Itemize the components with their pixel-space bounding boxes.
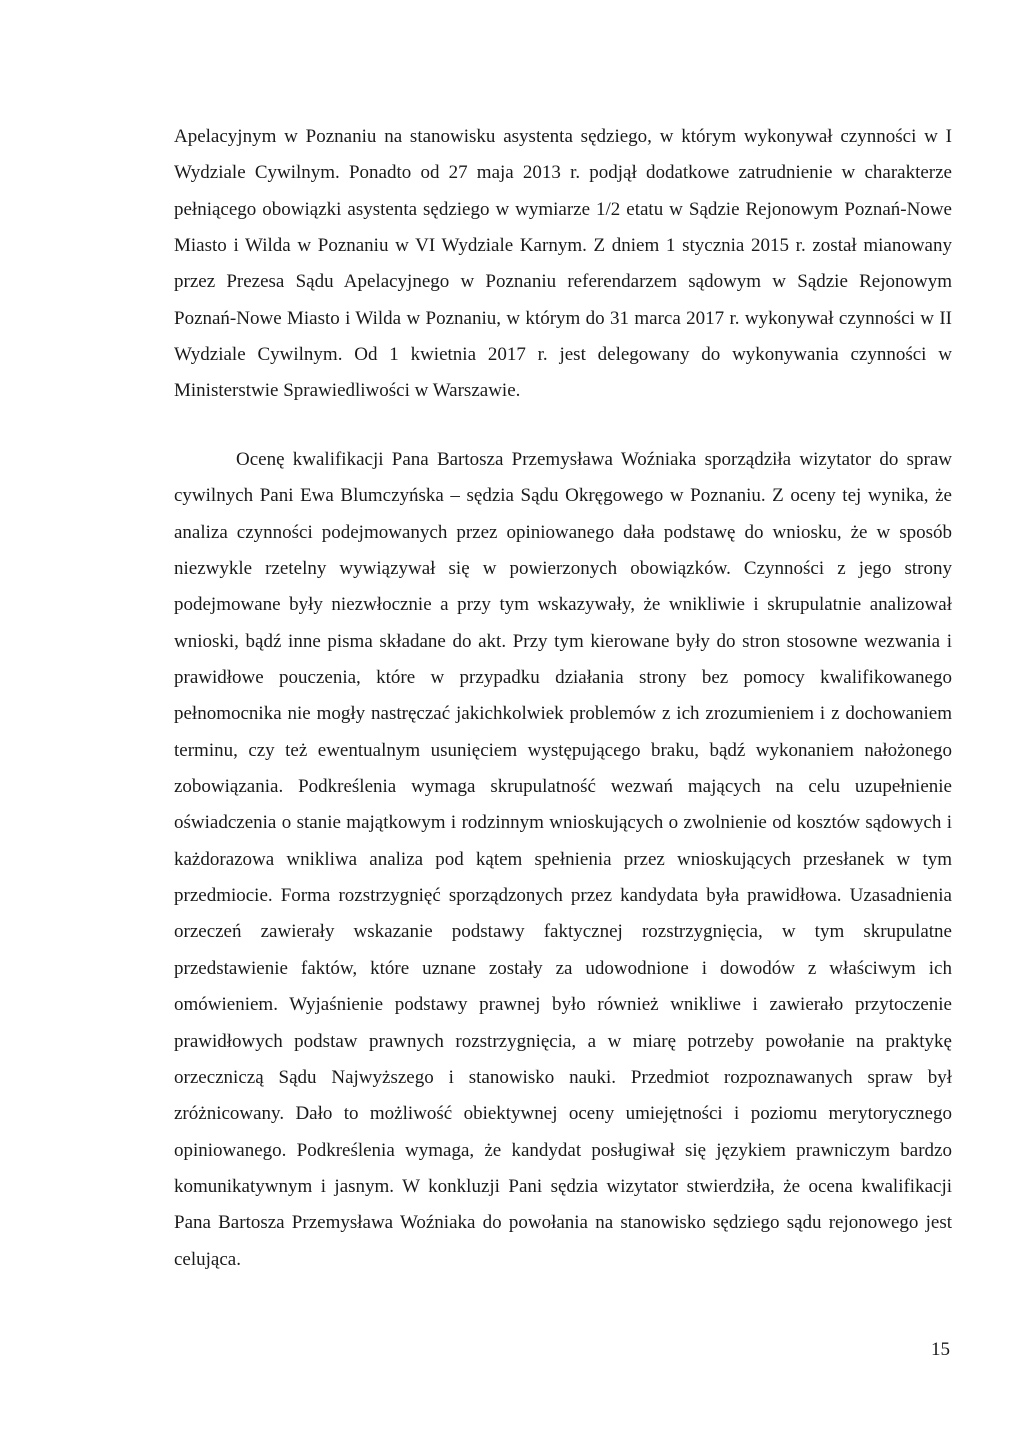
page-number: 15 [931,1339,950,1360]
paragraph-2: Ocenę kwalifikacji Pana Bartosza Przemysława Woźniaka sporządziła wizytator do spraw cywilnych Pani Ewa Blumczyńska – sędzia Sądu Okręgowego w Poznaniu. Z oceny tej wynika, że analiza czynności podejmowanych przez opiniowanego dała podstawę do wniosku, że w sposób niezwykle rzetelny wywiązywał się w powierzonych obowiązków. Czynności z jego strony podejmowane były niezwłocznie a przy tym wskazywały, że wnikliwie i skrupulatnie analizował wnioski, bądź inne pisma składane do akt. Przy tym kierowane były do stron stosowne wezwania i prawidłowe pouczenia, które w przypadku działania strony bez pomocy kwalifikowanego pełnomocnika nie mogły nastręczać jakichkolwiek problemów z ich zrozumieniem i z dochowaniem terminu, czy też ewentualnym usunięciem występującego braku, bądź wykonaniem nałożonego zobowiązania. Podkreślenia wymaga skrupulatność wezwań mających na celu uzupełnienie oświadczenia o stanie majątkowym i rodzinnym wnioskujących o zwolnienie od kosztów sądowych i każdorazowa wnikliwa analiza pod kątem spełnienia przez wnioskujących przesłanek w tym przedmiocie. Forma rozstrzygnięć sporządzonych przez kandydata była prawidłowa. Uzasadnienia orzeczeń zawierały wskazanie podstawy faktycznej rozstrzygnięcia, w tym skrupulatne przedstawienie faktów, które uznane zostały za udowodnione i dowodów z właściwym ich omówieniem. Wyjaśnienie podstawy prawnej było również wnikliwe i zawierało przytoczenie prawidłowych podstaw prawnych rozstrzygnięcia, a w miarę potrzeby powołanie na praktykę orzeczniczą Sądu Najwyższego i stanowisko nauki. Przedmiot rozpoznawanych spraw był zróżnicowany. Dało to możliwość obiektywnej oceny umiejętności i poziomu merytorycznego opiniowanego. Podkreślenia wymaga, że kandydat posługiwał się językiem prawniczym bardzo komunikatywnym i jasnym. W konkluzji Pani sędzia wizytator stwierdziła, że ocena kwalifikacji Pana Bartosza Przemysława Woźniaka do powołania na stanowisko sędziego sądu rejonowego jest celująca. [174,449,952,1270]
paragraph-1: Apelacyjnym w Poznaniu na stanowisku asystenta sędziego, w którym wykonywał czynności w I Wydziale Cywilnym. Ponadto od 27 maja 2013 r. podjął dodatkowe zatrudnienie w charakterze pełniącego obowiązki asystenta sędziego w wymiarze 1/2 etatu w Sądzie Rejonowym Poznań-Nowe Miasto i Wilda w Poznaniu w VI Wydziale Karnym. Z dniem 1 stycznia 2015 r. został mianowany przez Prezesa Sądu Apelacyjnego w Poznaniu referendarzem sądowym w Sądzie Rejonowym Poznań-Nowe Miasto i Wilda w Poznaniu, w którym do 31 marca 2017 r. wykonywał czynności w II Wydziale Cywilnym. Od 1 kwietnia 2017 r. jest delegowany do wykonywania czynności w Ministerstwie Sprawiedliwości w Warszawie. [174,126,952,402]
paragraph-2-block [174,442,952,1278]
paragraph-1-block [174,119,952,410]
